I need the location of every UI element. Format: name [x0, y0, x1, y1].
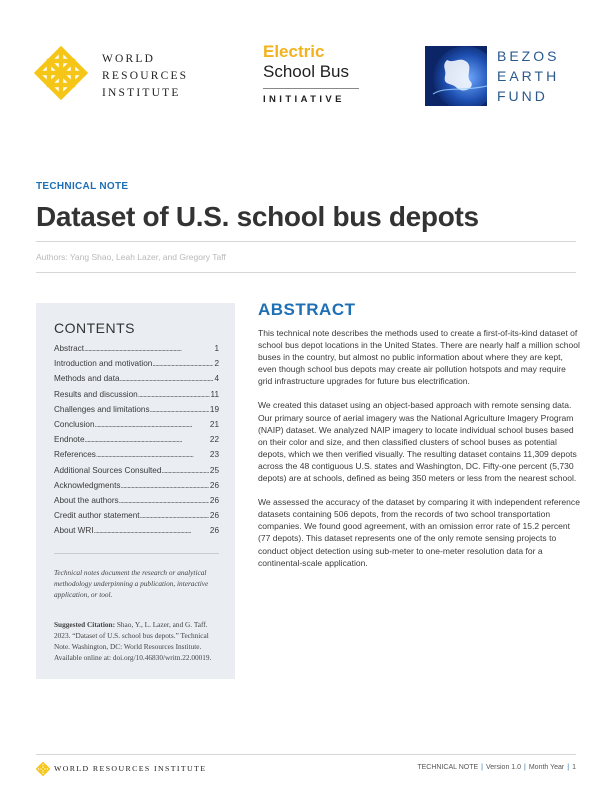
toc-label: Abstract [54, 344, 85, 354]
title-divider [36, 241, 576, 242]
toc-leader [95, 420, 209, 429]
authors-line: Authors: Yang Shao, Leah Lazer, and Gregory Taff [36, 252, 226, 262]
toc-item-additional-sources[interactable] [54, 463, 219, 478]
toc-leader [85, 435, 209, 444]
toc-page: 25 [209, 465, 219, 475]
bezos-line-2: EARTH [497, 68, 560, 84]
toc-label: Additional Sources Consulted [54, 465, 162, 475]
toc-label: Challenges and limitations [54, 404, 150, 414]
footer-version: Version 1.0 [485, 764, 522, 771]
citation-text: Shao, Y., L. Lazer, and G. Taff. 2023. “Dataset of U.S. school bus depots.” Technical Note. Washington, DC: World Resources Institute. Available online at: doi.org/10.46830/writn.22.00019. [54, 620, 212, 663]
toc-item-acknowledgments[interactable] [54, 478, 219, 493]
wri-emblem-icon [34, 46, 88, 100]
toc-page: 23 [209, 450, 219, 460]
citation-label: Suggested Citation: [54, 620, 116, 630]
toc-leader [94, 526, 209, 535]
toc-label: Acknowledgments [54, 480, 121, 490]
wri-line-3: INSTITUTE [102, 87, 181, 99]
footer-separator: | [524, 764, 526, 771]
toc-page: 2 [214, 359, 219, 369]
toc-page: 11 [210, 389, 219, 399]
sidebar-divider [54, 553, 219, 554]
toc-page: 4 [214, 374, 219, 384]
esb-divider [263, 88, 359, 89]
toc-item-credit-statement[interactable] [54, 508, 219, 523]
document-type-label: TECHNICAL NOTE [36, 181, 129, 192]
toc-leader [152, 359, 213, 368]
toc-leader [161, 466, 208, 475]
toc-leader [138, 390, 210, 399]
technical-note-description: Technical notes document the research or analytical methodology underpinning a publication, interactive application, or tool. [54, 568, 209, 600]
toc-item-results[interactable] [54, 387, 219, 402]
abstract-paragraph: This technical note describes the methods used to create a first-of-its-kind dataset of school bus depot locations in the United States. There are nearly half a million school buses in the country, but almost no public information about where they are kept, even though school bus depots may create air pollution hotspots and may require grid infrastructure upgrades for future bus electrification. [258, 328, 580, 387]
toc-page: 26 [209, 480, 219, 490]
toc-label: Endnote [54, 435, 85, 445]
abstract-heading: ABSTRACT [258, 300, 356, 319]
toc-leader [96, 450, 209, 459]
footer-doc-type: TECHNICAL NOTE [417, 764, 479, 771]
wri-emblem-small-icon [36, 762, 50, 776]
toc-label: Introduction and motivation [54, 359, 153, 369]
bezos-line-3: FUND [497, 88, 548, 104]
footer-separator: | [481, 764, 483, 771]
authors-divider [36, 272, 576, 273]
contents-sidebar [36, 303, 235, 679]
bezos-line-1: BEZOS [497, 48, 560, 64]
toc-item-about-wri[interactable] [54, 523, 219, 538]
toc-page: 19 [209, 404, 219, 414]
toc-leader [140, 511, 209, 520]
abstract-paragraph: We created this dataset using an object-based approach with remote sensing data. Our primary source of aerial imagery was the National Agriculture Imagery Program (NAIP) dataset. We analyzed NAIP imagery to locate individual school buses based on their color and size, and then classified clusters of school buses as potential depots, which we then verified visually. The resulting dataset contains 11,309 depots across the 48 contiguous U.S. states and Washington, DC. Fifty-one percent (5,730 depots) are at schools, defined as being 350 meters or less from the nearest school. [258, 400, 577, 484]
toc-leader [120, 481, 208, 490]
toc-item-introduction[interactable] [54, 356, 219, 371]
toc-label: Results and discussion [54, 389, 138, 399]
contents-title: CONTENTS [54, 320, 135, 336]
toc-item-challenges[interactable] [54, 402, 219, 417]
toc-page: 22 [209, 435, 219, 445]
toc-label: Methods and data [54, 374, 120, 384]
footer-date: Month Year [528, 764, 565, 771]
footer-separator: | [567, 764, 570, 771]
toc-label: Conclusion [54, 420, 95, 430]
toc-item-endnote[interactable] [54, 432, 219, 447]
electric-school-bus-logo [263, 42, 373, 105]
toc-item-methods[interactable] [54, 371, 219, 386]
toc-leader [84, 344, 213, 353]
toc-label: References [54, 450, 96, 460]
suggested-citation [54, 619, 219, 663]
toc-item-references[interactable] [54, 447, 219, 462]
toc-leader [119, 496, 209, 505]
toc-page: 1 [214, 344, 219, 354]
toc-leader [150, 405, 209, 414]
bezos-earth-fund-logo [425, 46, 585, 106]
toc-leader [120, 374, 214, 383]
toc-label: Credit author statement [54, 511, 140, 521]
toc-item-abstract[interactable] [54, 341, 219, 356]
toc-label: About the authors [54, 495, 119, 505]
toc-page: 21 [209, 420, 219, 430]
toc-page: 26 [209, 526, 219, 536]
esb-electric-text: Electric [263, 42, 325, 61]
toc-label: About WRI [54, 526, 94, 536]
earth-globe-icon [425, 46, 487, 106]
page-title: Dataset of U.S. school bus depots [36, 201, 479, 232]
toc-item-about-authors[interactable] [54, 493, 219, 508]
toc-item-conclusion[interactable] [54, 417, 219, 432]
abstract-paragraph: We assessed the accuracy of the dataset by comparing it with independent reference datasets containing 506 depots, from the records of two school transportation companies. We found good agreement, with an omission error rate of 15.2 percent (77 depots). This dataset represents one of the only remote sensing projects to conduct object detection using sub-meter to one-meter resolution data for a continental-scale application. [258, 497, 580, 568]
table-of-contents [54, 341, 219, 538]
abstract-body [258, 327, 580, 581]
footer-org-name: WORLD RESOURCES INSTITUTE [54, 764, 207, 773]
esb-initiative-text: INITIATIVE [263, 94, 345, 105]
footer-meta [417, 764, 576, 771]
footer-divider [36, 754, 576, 755]
footer-page-number: 1 [572, 764, 576, 771]
wri-line-1: WORLD [102, 53, 156, 65]
toc-page: 26 [209, 495, 219, 505]
wri-logo [34, 46, 204, 99]
wri-line-2: RESOURCES [102, 70, 189, 82]
toc-page: 26 [209, 511, 219, 521]
esb-school-bus-text: School Bus [263, 62, 349, 81]
